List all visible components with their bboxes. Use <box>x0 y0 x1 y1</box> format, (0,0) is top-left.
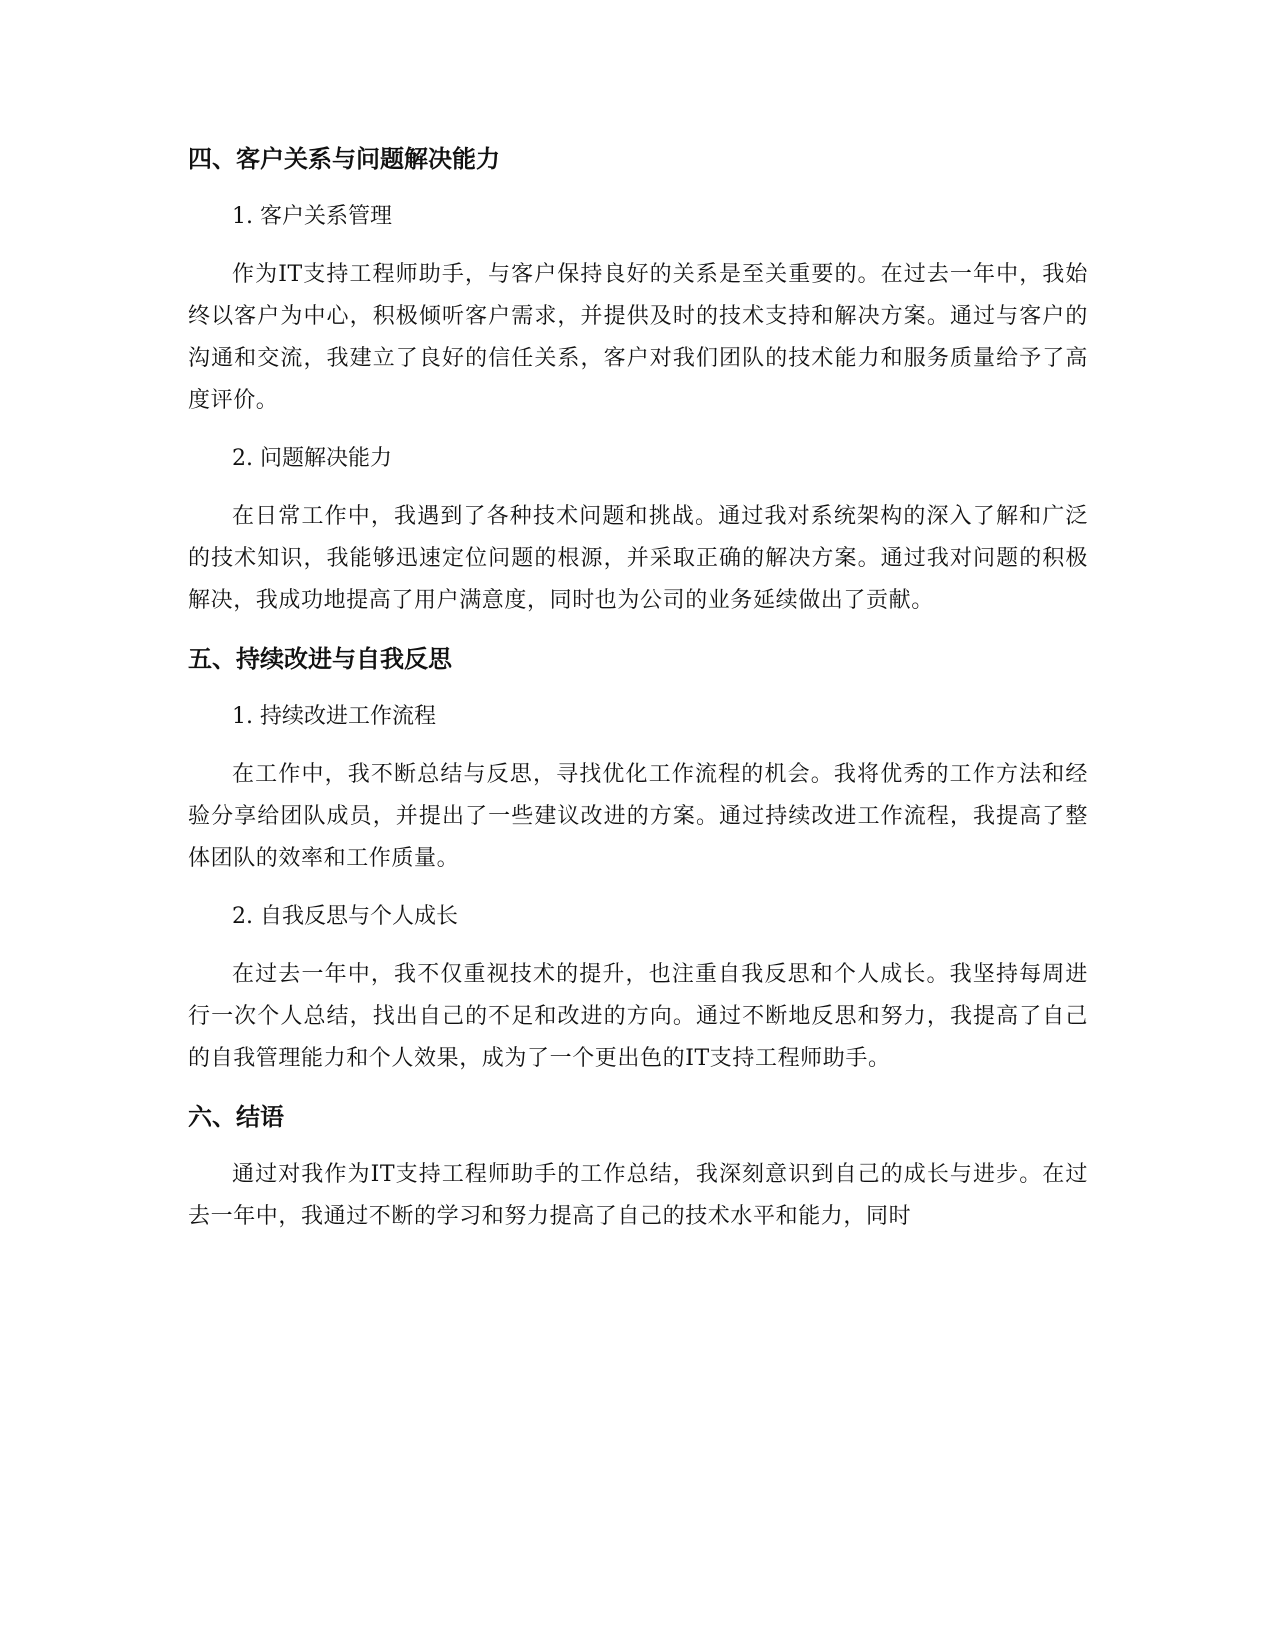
paragraph: 作为IT支持工程师助手，与客户保持良好的关系是至关重要的。在过去一年中，我始终以客户为中心，积极倾听客户需求，并提供及时的技术支持和解决方案。通过与客户的沟通和交流，我建立了良好的信任关系，客户对我们团队的技术能力和服务质量给予了高度评价。 <box>188 262 1088 413</box>
subsection-title: 2. 问题解决能力 <box>232 446 392 471</box>
section-heading: 五、持续改进与自我反思 <box>188 645 452 673</box>
subsection-title: 1. 持续改进工作流程 <box>232 704 436 729</box>
paragraph: 在过去一年中，我不仅重视技术的提升，也注重自我反思和个人成长。我坚持每周进行一次个人总结，找出自己的不足和改进的方向。通过不断地反思和努力，我提高了自己的自我管理能力和个人效果，成为了一个更出色的IT支持工程师助手。 <box>188 962 1088 1071</box>
document-page <box>188 140 1088 1238</box>
paragraph: 在工作中，我不断总结与反思，寻找优化工作流程的机会。我将优秀的工作方法和经验分享给团队成员，并提出了一些建议改进的方案。通过持续改进工作流程，我提高了整体团队的效率和工作质量。 <box>188 762 1088 871</box>
section-heading: 四、客户关系与问题解决能力 <box>188 145 500 173</box>
paragraph: 通过对我作为IT支持工程师助手的工作总结，我深刻意识到自己的成长与进步。在过去一年中，我通过不断的学习和努力提高了自己的技术水平和能力，同时 <box>188 1162 1088 1229</box>
section-heading: 六、结语 <box>188 1103 284 1131</box>
paragraph: 在日常工作中，我遇到了各种技术问题和挑战。通过我对系统架构的深入了解和广泛的技术知识，我能够迅速定位问题的根源，并采取正确的解决方案。通过我对问题的积极解决，我成功地提高了用户满意度，同时也为公司的业务延续做出了贡献。 <box>188 504 1088 613</box>
subsection-title: 1. 客户关系管理 <box>232 204 392 229</box>
subsection-title: 2. 自我反思与个人成长 <box>232 904 458 929</box>
